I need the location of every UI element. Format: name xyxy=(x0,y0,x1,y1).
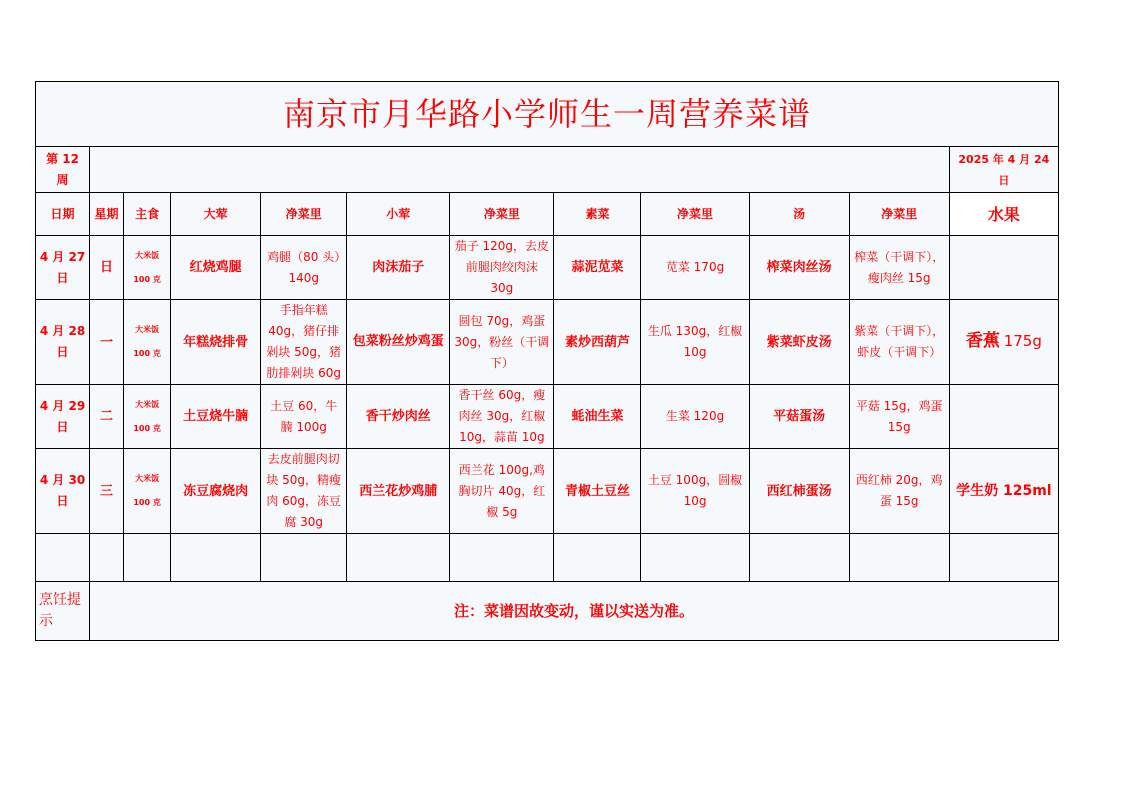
row-main: 年糕烧排骨 xyxy=(171,300,261,385)
table-row xyxy=(36,385,1059,449)
row-soup: 平菇蛋汤 xyxy=(749,385,849,449)
tip-label: 烹饪提示 xyxy=(36,582,90,641)
row-soup: 西红柿蛋汤 xyxy=(749,449,849,534)
table-row xyxy=(36,236,1059,300)
row-fruit xyxy=(949,385,1058,449)
page-title: 南京市月华路小学师生一周营养菜谱 xyxy=(36,82,1059,147)
header-side: 小荤 xyxy=(347,193,450,236)
row-main: 红烧鸡腿 xyxy=(171,236,261,300)
header-veg: 素菜 xyxy=(554,193,641,236)
table-row xyxy=(36,449,1059,534)
week-number: 第 12 周 xyxy=(36,147,90,193)
menu-date: 2025 年 4 月 24 日 xyxy=(949,147,1058,193)
row-date: 4 月 28 日 xyxy=(36,300,90,385)
fruit-name: 学生奶 125ml xyxy=(956,482,1052,499)
header-soup: 汤 xyxy=(749,193,849,236)
row-staple: 大米饭 100 克 xyxy=(124,300,171,385)
header-date: 日期 xyxy=(36,193,90,236)
fruit-name: 香蕉 xyxy=(965,331,1000,351)
row-main-qty: 土豆 60，牛腩 100g xyxy=(261,385,347,449)
row-side-qty: 茄子 120g，去皮前腿肉绞肉沫 30g xyxy=(450,236,554,300)
row-main-qty: 鸡腿（80 头）140g xyxy=(261,236,347,300)
row-veg-qty: 土豆 100g，圆椒 10g xyxy=(641,449,749,534)
row-weekday: 二 xyxy=(90,385,124,449)
row-soup-qty: 西红柿 20g，鸡蛋 15g xyxy=(849,449,949,534)
row-weekday: 日 xyxy=(90,236,124,300)
row-main: 土豆烧牛腩 xyxy=(171,385,261,449)
row-soup: 榨菜肉丝汤 xyxy=(749,236,849,300)
row-veg-qty: 苋菜 170g xyxy=(641,236,749,300)
note-text: 注：菜谱因故变动，谨以实送为准。 xyxy=(90,582,1059,641)
row-date: 4 月 27 日 xyxy=(36,236,90,300)
row-staple: 大米饭 100 克 xyxy=(124,236,171,300)
header-main: 大荤 xyxy=(171,193,261,236)
row-soup-qty: 平菇 15g，鸡蛋 15g xyxy=(849,385,949,449)
row-side-qty: 西兰花 100g,鸡胸切片 40g，红椒 5g xyxy=(450,449,554,534)
fruit-qty: 175g xyxy=(1003,332,1042,350)
row-staple: 大米饭 100 克 xyxy=(124,385,171,449)
row-side: 香干炒肉丝 xyxy=(347,385,450,449)
row-fruit xyxy=(949,300,1058,385)
row-main-qty: 去皮前腿肉切块 50g，精瘦肉 60g，冻豆腐 30g xyxy=(261,449,347,534)
row-weekday: 一 xyxy=(90,300,124,385)
row-side: 肉沫茄子 xyxy=(347,236,450,300)
row-date: 4 月 30 日 xyxy=(36,449,90,534)
row-side: 西兰花炒鸡脯 xyxy=(347,449,450,534)
row-staple: 大米饭 100 克 xyxy=(124,449,171,534)
header-soup-qty: 净菜里 xyxy=(849,193,949,236)
row-veg-qty: 生菜 120g xyxy=(641,385,749,449)
row-veg: 蒜泥苋菜 xyxy=(554,236,641,300)
header-weekday: 星期 xyxy=(90,193,124,236)
row-veg: 素炒西葫芦 xyxy=(554,300,641,385)
header-fruit: 水果 xyxy=(949,193,1058,236)
row-date: 4 月 29 日 xyxy=(36,385,90,449)
row-fruit xyxy=(949,236,1058,300)
row-veg: 蚝油生菜 xyxy=(554,385,641,449)
row-fruit xyxy=(949,449,1058,534)
header-main-qty: 净菜里 xyxy=(261,193,347,236)
row-main: 冻豆腐烧肉 xyxy=(171,449,261,534)
header-staple: 主食 xyxy=(124,193,171,236)
header-side-qty: 净菜里 xyxy=(450,193,554,236)
row-side: 包菜粉丝炒鸡蛋 xyxy=(347,300,450,385)
row-soup: 紫菜虾皮汤 xyxy=(749,300,849,385)
row-side-qty: 圆包 70g，鸡蛋 30g，粉丝（干调下） xyxy=(450,300,554,385)
row-veg-qty: 生瓜 130g，红椒 10g xyxy=(641,300,749,385)
row-side-qty: 香干丝 60g，瘦肉丝 30g，红椒 10g，蒜苗 10g xyxy=(450,385,554,449)
row-soup-qty: 榨菜（干调下），瘦肉丝 15g xyxy=(849,236,949,300)
row-main-qty: 手指年糕 40g，猪仔排剁块 50g，猪肋排剁块 60g xyxy=(261,300,347,385)
header-veg-qty: 净菜里 xyxy=(641,193,749,236)
table-row xyxy=(36,300,1059,385)
row-weekday: 三 xyxy=(90,449,124,534)
menu-table xyxy=(35,81,1059,641)
row-soup-qty: 紫菜（干调下），虾皮（干调下） xyxy=(849,300,949,385)
row-veg: 青椒土豆丝 xyxy=(554,449,641,534)
header-row xyxy=(36,193,1059,236)
empty-row xyxy=(36,534,1059,582)
